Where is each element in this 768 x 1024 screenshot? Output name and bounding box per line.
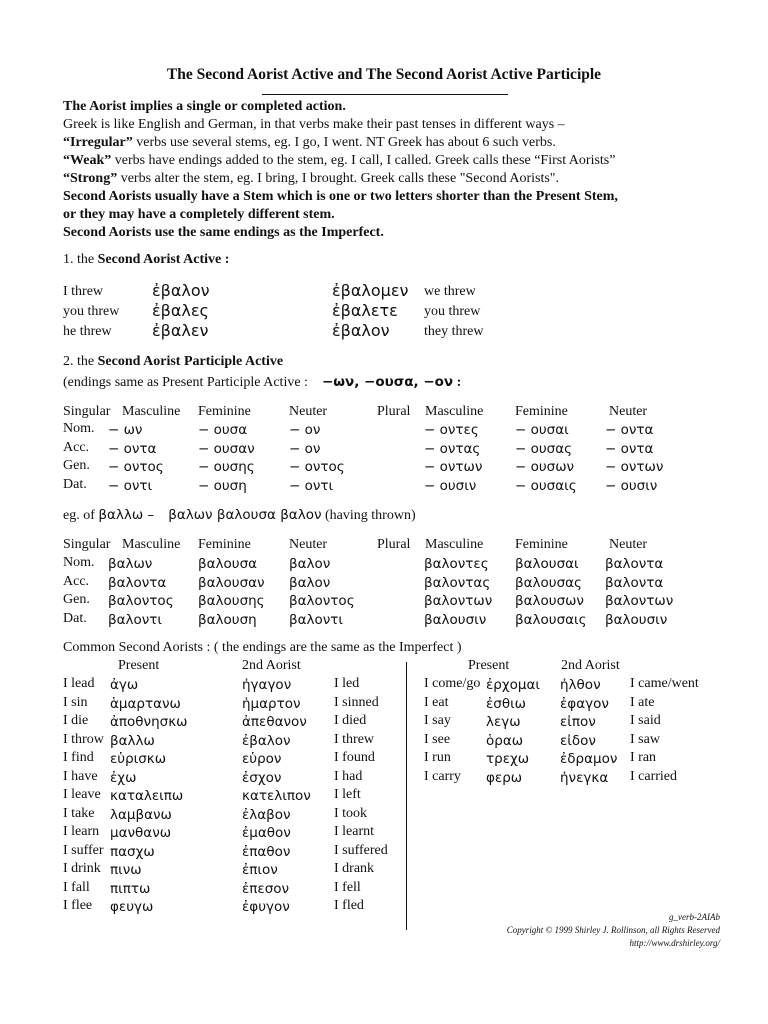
greek-aorist: ἀπεθανον <box>242 714 307 730</box>
table-cell: − οντων <box>424 459 483 475</box>
english-present: I learn <box>63 824 100 839</box>
english-aorist: I suffered <box>334 842 388 858</box>
table-cell: βαλοντα <box>605 556 664 572</box>
column-header: Masculine <box>425 404 484 419</box>
section1-title: Second Aorist Active : <box>97 252 230 267</box>
intro-line <box>63 116 618 134</box>
english-form: he threw <box>63 324 112 339</box>
greek-aorist: ἠνεγκα <box>560 769 609 786</box>
greek-aorist: ἐδραμον <box>560 751 618 767</box>
greek-form: ἐβαλομεν <box>332 281 409 300</box>
column-header: Feminine <box>198 404 251 419</box>
english-present: I carry <box>424 768 461 784</box>
greek-aorist: ἠλθον <box>560 677 601 693</box>
greek-aorist: κατελιπον <box>242 788 311 804</box>
table-cell: βαλουσων <box>515 593 584 609</box>
table-cell: − οντα <box>108 440 157 457</box>
table-cell: βαλοντα <box>605 574 664 591</box>
english-form: we threw <box>424 284 476 299</box>
table-cell: − ουσαι <box>515 422 569 438</box>
table-cell: βαλον <box>289 556 331 572</box>
section2-title: Second Aorist Participle Active <box>97 354 284 369</box>
english-form: I threw <box>63 284 104 299</box>
column-header: Plural <box>377 537 411 552</box>
column-header: Masculine <box>122 537 181 552</box>
greek-form: ἐβαλον <box>332 321 390 340</box>
intro-segment: Greek is like English and German, in that verbs make their past tenses in different ways – <box>63 117 565 132</box>
title-underline <box>262 94 508 95</box>
intro-segment: verbs have endings added to the stem, eg. I call, I called. Greek calls these “First Aorists” <box>111 153 616 168</box>
greek-aorist: ἐφαγον <box>560 695 609 712</box>
english-aorist: I ran <box>630 750 657 765</box>
greek-form: ἐβαλετε <box>332 301 398 320</box>
table-cell: βαλουση <box>198 611 257 628</box>
english-present: I die <box>63 713 89 728</box>
left-aorist-header: 2nd Aorist <box>242 658 301 673</box>
column-header: Feminine <box>515 537 568 552</box>
intro-line <box>63 206 618 224</box>
english-present: I drink <box>63 861 101 876</box>
greek-aorist: ἐλαβον <box>242 806 291 823</box>
case-label: Acc. <box>63 573 90 589</box>
greek-present: πινω <box>110 862 142 878</box>
right-present-header: Present <box>468 658 510 673</box>
greek-present: πιπτω <box>110 880 151 897</box>
english-form: you threw <box>63 304 120 319</box>
section2-note-text: (endings same as Present Participle Active : <box>63 375 308 390</box>
greek-form: ἐβαλες <box>152 301 209 320</box>
footer-copyright: Copyright © 1999 Shirley J. Rollinson, all Rights Reserved <box>506 925 720 935</box>
greek-aorist: ἐμαθον <box>242 825 291 841</box>
table-cell: − ουσα <box>198 422 248 438</box>
table-cell: − ον <box>289 440 321 457</box>
column-header: Singular <box>63 537 111 552</box>
english-aorist: I drank <box>334 861 375 876</box>
column-header: Plural <box>377 404 411 419</box>
table-cell: βαλοντες <box>424 556 489 572</box>
case-label: Nom. <box>63 555 95 570</box>
table-cell: βαλουσιν <box>605 611 668 628</box>
english-present: I fall <box>63 879 90 895</box>
column-header: Neuter <box>289 404 328 419</box>
common-heading: Common Second Aorists : ( the endings are the same as the Imperfect ) <box>63 640 462 655</box>
table-cell: − ων <box>108 422 143 438</box>
example-gloss: (having thrown) <box>321 508 416 523</box>
intro-line <box>63 152 618 170</box>
english-present: I say <box>424 713 451 728</box>
greek-present: ὁραω <box>486 732 524 749</box>
table-cell: − ουσιν <box>424 477 477 494</box>
table-cell: βαλουσαν <box>198 574 265 591</box>
greek-present: ἐρχομαι <box>486 677 540 693</box>
greek-present: μανθανω <box>110 825 172 841</box>
intro-line <box>63 170 618 188</box>
english-present: I sin <box>63 694 88 710</box>
english-form: you threw <box>424 304 481 319</box>
greek-aorist: εἰδον <box>560 732 596 749</box>
table-cell: − οντων <box>605 459 664 475</box>
english-aorist: I led <box>334 676 360 691</box>
column-header: Singular <box>63 404 111 419</box>
case-label: Dat. <box>63 610 87 626</box>
footer-url: http://www.drshirley.org/ <box>629 938 720 948</box>
section2-note-end: : <box>453 375 462 390</box>
footer-code: g_verb-2AIAb <box>669 912 720 922</box>
table-cell: βαλοντων <box>424 593 493 609</box>
table-cell: βαλοντα <box>108 574 167 591</box>
english-present: I eat <box>424 694 449 710</box>
table-cell: − ουσιν <box>605 477 658 494</box>
table-cell: − ουση <box>198 477 247 494</box>
right-aorist-header: 2nd Aorist <box>561 658 620 673</box>
english-aorist: I threw <box>334 731 375 747</box>
table-cell: βαλουσιν <box>424 611 487 628</box>
section2-number: 2. the <box>63 354 98 369</box>
table-cell: βαλοντας <box>424 574 491 591</box>
english-aorist: I had <box>334 768 363 784</box>
table-cell: − οντα <box>605 422 654 438</box>
english-present: I suffer <box>63 842 104 858</box>
column-header: Masculine <box>122 404 181 419</box>
column-header: Masculine <box>425 537 484 552</box>
intro-line <box>63 224 618 242</box>
english-present: I have <box>63 768 98 784</box>
greek-present: φευγω <box>110 899 154 915</box>
intro-segment: Second Aorists usually have a Stem which is one or two letters shorter than the Present Stem, <box>63 189 618 204</box>
greek-present: λεγω <box>486 714 521 730</box>
english-present: I leave <box>63 787 101 802</box>
greek-aorist: ἐβαλον <box>242 732 291 749</box>
english-present: I take <box>63 805 95 821</box>
greek-aorist: ἡμαρτον <box>242 695 301 712</box>
section1-heading <box>63 252 229 268</box>
greek-present: βαλλω <box>110 732 155 749</box>
example-forms: βαλων βαλουσα βαλον <box>168 507 322 523</box>
column-header: Neuter <box>609 404 648 419</box>
greek-aorist: εἰπον <box>560 714 596 730</box>
intro-segment: verbs use several stems, eg. I go, I went. NT Greek has about 6 such verbs. <box>132 135 556 150</box>
english-aorist: I sinned <box>334 694 379 710</box>
intro-segment: Second Aorists use the same endings as the Imperfect. <box>63 225 384 240</box>
table-cell: − οντα <box>605 440 654 457</box>
english-aorist: I carried <box>630 768 678 784</box>
example-heading <box>63 507 416 524</box>
table-cell: − οντι <box>108 477 153 494</box>
column-header: Neuter <box>289 537 328 552</box>
greek-present: εὑρισκω <box>110 751 167 767</box>
table-cell: βαλοντων <box>605 593 674 609</box>
english-present: I lead <box>63 676 95 691</box>
intro-line <box>63 134 618 152</box>
column-divider <box>406 662 407 930</box>
case-label: Nom. <box>63 421 95 436</box>
greek-present: ἀποθνησκω <box>110 714 188 730</box>
column-header: Neuter <box>609 537 648 552</box>
greek-present: ἀγω <box>110 677 139 693</box>
table-cell: − οντες <box>424 422 479 438</box>
greek-present: τρεχω <box>486 751 530 767</box>
greek-present: ἁμαρτανω <box>110 695 181 712</box>
intro-segment: verbs alter the stem, eg. I bring, I brought. Greek calls these "Second Aorists". <box>117 171 560 186</box>
table-cell: − οντι <box>289 477 334 494</box>
section2-note-endings: −ων, −ουσα, −ον <box>321 374 454 390</box>
table-cell: βαλοντος <box>289 593 355 609</box>
english-aorist: I learnt <box>334 824 375 839</box>
greek-present: ἐχω <box>110 769 137 786</box>
english-aorist: I saw <box>630 731 660 747</box>
english-aorist: I found <box>334 750 375 765</box>
greek-form: ἐβαλεν <box>152 321 209 340</box>
table-cell: βαλων <box>108 556 153 572</box>
intro-segment: “Weak” <box>63 153 112 168</box>
greek-aorist: ἐφυγον <box>242 899 290 915</box>
english-present: I find <box>63 750 94 765</box>
table-cell: − οντος <box>289 459 345 475</box>
table-cell: βαλουσης <box>198 593 265 609</box>
table-cell: − ουσης <box>198 459 255 475</box>
table-cell: − οντος <box>108 459 164 475</box>
english-present: I see <box>424 731 451 747</box>
english-present: I come/go <box>424 676 481 691</box>
table-cell: − ουσας <box>515 440 573 457</box>
intro-segment: “Strong” <box>63 171 118 186</box>
english-aorist: I fled <box>334 898 364 913</box>
english-form: they threw <box>424 324 484 339</box>
english-aorist: I said <box>630 713 661 728</box>
intro-segment: The Aorist implies a single or completed action. <box>63 99 346 114</box>
english-aorist: I left <box>334 787 361 802</box>
greek-present: φερω <box>486 769 523 786</box>
table-cell: βαλοντος <box>108 593 174 609</box>
example-verb: βαλλω – <box>98 507 155 523</box>
page-title: The Second Aorist Active and The Second Aorist Active Participle <box>166 66 602 83</box>
intro-segment: “Irregular” <box>63 135 133 150</box>
english-present: I throw <box>63 731 104 747</box>
table-cell: βαλον <box>289 574 331 591</box>
table-cell: βαλουσαι <box>515 556 579 572</box>
intro-line <box>63 98 618 116</box>
case-label: Dat. <box>63 476 87 492</box>
greek-aorist: ἐπεσον <box>242 880 290 897</box>
section2-note <box>63 374 461 391</box>
table-cell: βαλουσας <box>515 574 582 591</box>
case-label: Gen. <box>63 592 90 607</box>
english-aorist: I fell <box>334 879 361 895</box>
left-present-header: Present <box>118 658 160 673</box>
table-cell: − οντας <box>424 440 481 457</box>
case-label: Acc. <box>63 439 90 455</box>
intro-segment: or they may have a completely different stem. <box>63 207 335 222</box>
table-cell: − ουσαν <box>198 440 255 457</box>
greek-aorist: ἐσχον <box>242 769 282 786</box>
table-cell: − ουσαις <box>515 477 577 494</box>
english-present: I flee <box>63 898 93 913</box>
greek-aorist: ἐπιον <box>242 862 278 878</box>
section2-heading <box>63 354 283 370</box>
example-prefix: eg. of <box>63 508 99 523</box>
table-cell: βαλοντι <box>289 611 343 628</box>
english-aorist: I died <box>334 713 367 728</box>
english-present: I run <box>424 750 451 765</box>
greek-present: ἐσθιω <box>486 695 526 712</box>
greek-form: ἐβαλον <box>152 281 210 300</box>
table-cell: βαλοντι <box>108 611 162 628</box>
greek-present: πασχω <box>110 843 155 860</box>
greek-present: καταλειπω <box>110 788 184 804</box>
english-aorist: I took <box>334 805 368 821</box>
greek-present: λαμβανω <box>110 806 172 823</box>
table-cell: − ον <box>289 422 321 438</box>
english-aorist: I came/went <box>630 676 699 691</box>
column-header: Feminine <box>198 537 251 552</box>
table-cell: βαλουσα <box>198 556 258 572</box>
intro-line <box>63 188 618 206</box>
case-label: Gen. <box>63 458 90 473</box>
intro-paragraph <box>63 98 618 242</box>
table-cell: − ουσων <box>515 459 575 475</box>
section1-number: 1. the <box>63 252 98 267</box>
greek-aorist: εὑρον <box>242 751 282 767</box>
greek-aorist: ἠγαγον <box>242 677 292 693</box>
english-aorist: I ate <box>630 694 655 710</box>
column-header: Feminine <box>515 404 568 419</box>
greek-aorist: ἐπαθον <box>242 843 291 860</box>
table-cell: βαλουσαις <box>515 611 587 628</box>
